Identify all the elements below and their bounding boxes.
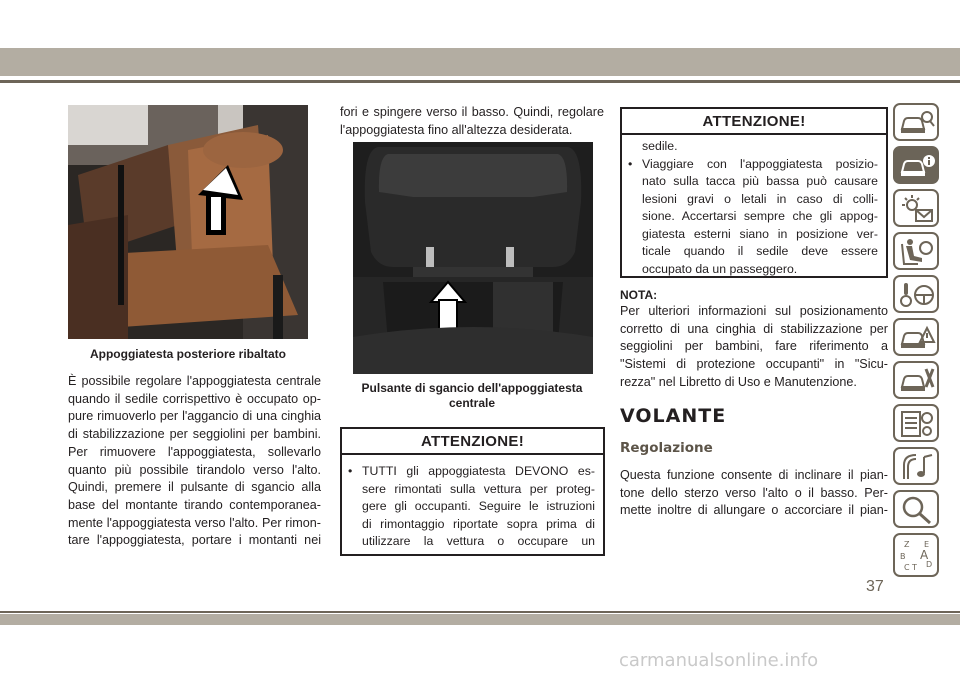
headrest-release-photo: [353, 142, 593, 374]
text-line: occupato da un passeggero.: [642, 261, 798, 276]
headrest-illustration: [353, 142, 593, 374]
text-line: È possibile regolare l'appoggiatesta centrale: [68, 374, 321, 388]
warning-title: ATTENZIONE!: [622, 109, 886, 135]
text-line: seggiolini per bambini, fare riferimento a: [620, 339, 888, 354]
text-line: tare l'appoggiatesta, portare i montanti nei: [68, 533, 321, 548]
svg-text:E: E: [924, 540, 930, 549]
text-line: "Sistemi di protezione occupanti" in "Sicu-: [620, 357, 888, 372]
tab-index-search[interactable]: [893, 490, 939, 528]
svg-text:A: A: [920, 548, 929, 562]
footer-rule: [0, 611, 960, 613]
center-column-intro: [340, 104, 604, 139]
header-rule: [0, 80, 960, 83]
text-line: gere gli occupanti. Seguire le istruzioni: [362, 499, 595, 513]
page-number: 37: [866, 578, 884, 595]
text-line: corretto di una cinghia di stabilizzazione per: [620, 321, 888, 336]
rear-seat-illustration: [68, 105, 308, 339]
text-line: pure rimuoverlo per l'aggancio di una cinghia: [68, 409, 321, 424]
svg-text:T: T: [912, 563, 917, 572]
header-band: [0, 48, 960, 76]
warning-list: [342, 455, 603, 551]
text-line: Quindi, premere il pulsante di sgancio alla: [68, 480, 321, 495]
text-line: giatesta esterni siano in posizione ver-: [642, 226, 878, 241]
svg-text:D: D: [926, 560, 933, 569]
alphabet-index-icon: [898, 537, 936, 575]
text-line: sedile.: [642, 139, 678, 153]
tab-warning-lights[interactable]: [893, 189, 939, 227]
text-line: quanto più possibile tirandolo verso l'alto.: [68, 462, 321, 477]
warning-box-right: [620, 107, 888, 278]
warning-continued: [622, 138, 878, 156]
text-line: nato sulla tacca più bassa può causare: [642, 174, 878, 188]
tab-starting-driving[interactable]: [893, 275, 939, 313]
warning-item: [342, 463, 595, 551]
car-info-icon: [898, 150, 936, 182]
svg-text:Z: Z: [904, 540, 910, 549]
text-line: Viaggiare con l'appoggiatesta posizio-: [642, 156, 878, 171]
multimedia-music-icon: [898, 451, 936, 483]
note-body: [620, 303, 888, 392]
warning-list: [622, 135, 886, 278]
tab-servicing[interactable]: [893, 361, 939, 399]
tab-emergency[interactable]: [893, 318, 939, 356]
tab-car-info[interactable]: [893, 146, 939, 184]
car-search-icon: [898, 107, 936, 139]
text-line: sere rimontati sulla vettura per proteg-: [362, 481, 595, 496]
text-line: Questa funzione consente di inclinare il pian-: [620, 468, 888, 482]
airbag-seat-icon: [898, 236, 936, 268]
text-line: ticale quando il sedile deve essere: [642, 244, 878, 258]
text-line: sione. Accertarsi sempre che gli appog-: [642, 209, 878, 223]
tab-technical-specs[interactable]: [893, 404, 939, 442]
text-line: mette inoltre di allungare o accorciare il pian-: [620, 503, 888, 518]
tab-safety[interactable]: [893, 232, 939, 270]
spec-sheet-gears-icon: [898, 408, 936, 440]
text-line: rezza" nel Libretto di Uso e Manutenzione.: [620, 374, 857, 389]
text-line: l'appoggiatesta fino all'altezza desiderata.: [340, 122, 573, 137]
rear-seat-photo: [68, 105, 308, 339]
tab-car-search[interactable]: [893, 103, 939, 141]
text-line: base del montante tirando contemporanea-: [68, 497, 321, 512]
left-figure-caption: Appoggiatesta posteriore ribaltato: [89, 347, 287, 361]
bullet-icon: •: [348, 464, 353, 478]
tab-alphabetical-index[interactable]: [893, 533, 939, 577]
car-tools-icon: [898, 365, 936, 397]
text-line: tone dello sterzo verso l'alto o il basso. Per-: [620, 485, 888, 500]
svg-text:C: C: [904, 563, 910, 572]
text-line: fori e spingere verso il basso. Quindi, regolare: [340, 105, 604, 119]
car-warning-triangle-icon: [898, 322, 936, 354]
text-line: Per rimuovere l'appoggiatesta, sollevarlo: [68, 444, 321, 459]
footer-band: [0, 614, 960, 625]
warning-box-center: [340, 427, 605, 556]
note-label: NOTA:: [620, 288, 658, 302]
text-line: Per ulteriori informazioni sul posizionamento: [620, 304, 888, 318]
center-figure-caption-line2: centrale: [448, 396, 496, 410]
warning-title: ATTENZIONE!: [342, 429, 603, 455]
text-line: TUTTI gli appoggiatesta DEVONO es-: [362, 464, 595, 478]
tab-multimedia[interactable]: [893, 447, 939, 485]
warning-item: [622, 156, 878, 279]
text-line: mente l'appoggiatesta verso l'alto. Per rimon-: [68, 515, 321, 530]
text-line: quando il sedile corrispettivo è occupato op-: [68, 391, 321, 406]
steering-wheel-ignition-icon: [898, 279, 936, 311]
magnifier-icon: [898, 494, 936, 526]
text-line: lesioni gravi o letali in caso di colli-: [642, 191, 878, 206]
svg-text:B: B: [900, 552, 906, 561]
bullet-icon: •: [628, 156, 633, 171]
warning-lights-mail-icon: [898, 193, 936, 225]
section-title: VOLANTE: [620, 405, 727, 427]
footer-watermark[interactable]: carmanualsonline.info: [619, 650, 819, 671]
center-figure-caption-line1: Pulsante di sgancio dell'appoggiatesta: [361, 381, 583, 395]
text-line: di rimontaggio riportate sopra prima di: [362, 516, 595, 531]
subsection-title: Regolazione: [620, 440, 713, 456]
text-line: utilizzare la vettura o occupare un: [362, 534, 595, 548]
text-line: di stabilizzazione per seggiolini per bambini.: [68, 427, 321, 442]
left-column-body: [68, 373, 321, 550]
steering-paragraph: [620, 467, 888, 520]
